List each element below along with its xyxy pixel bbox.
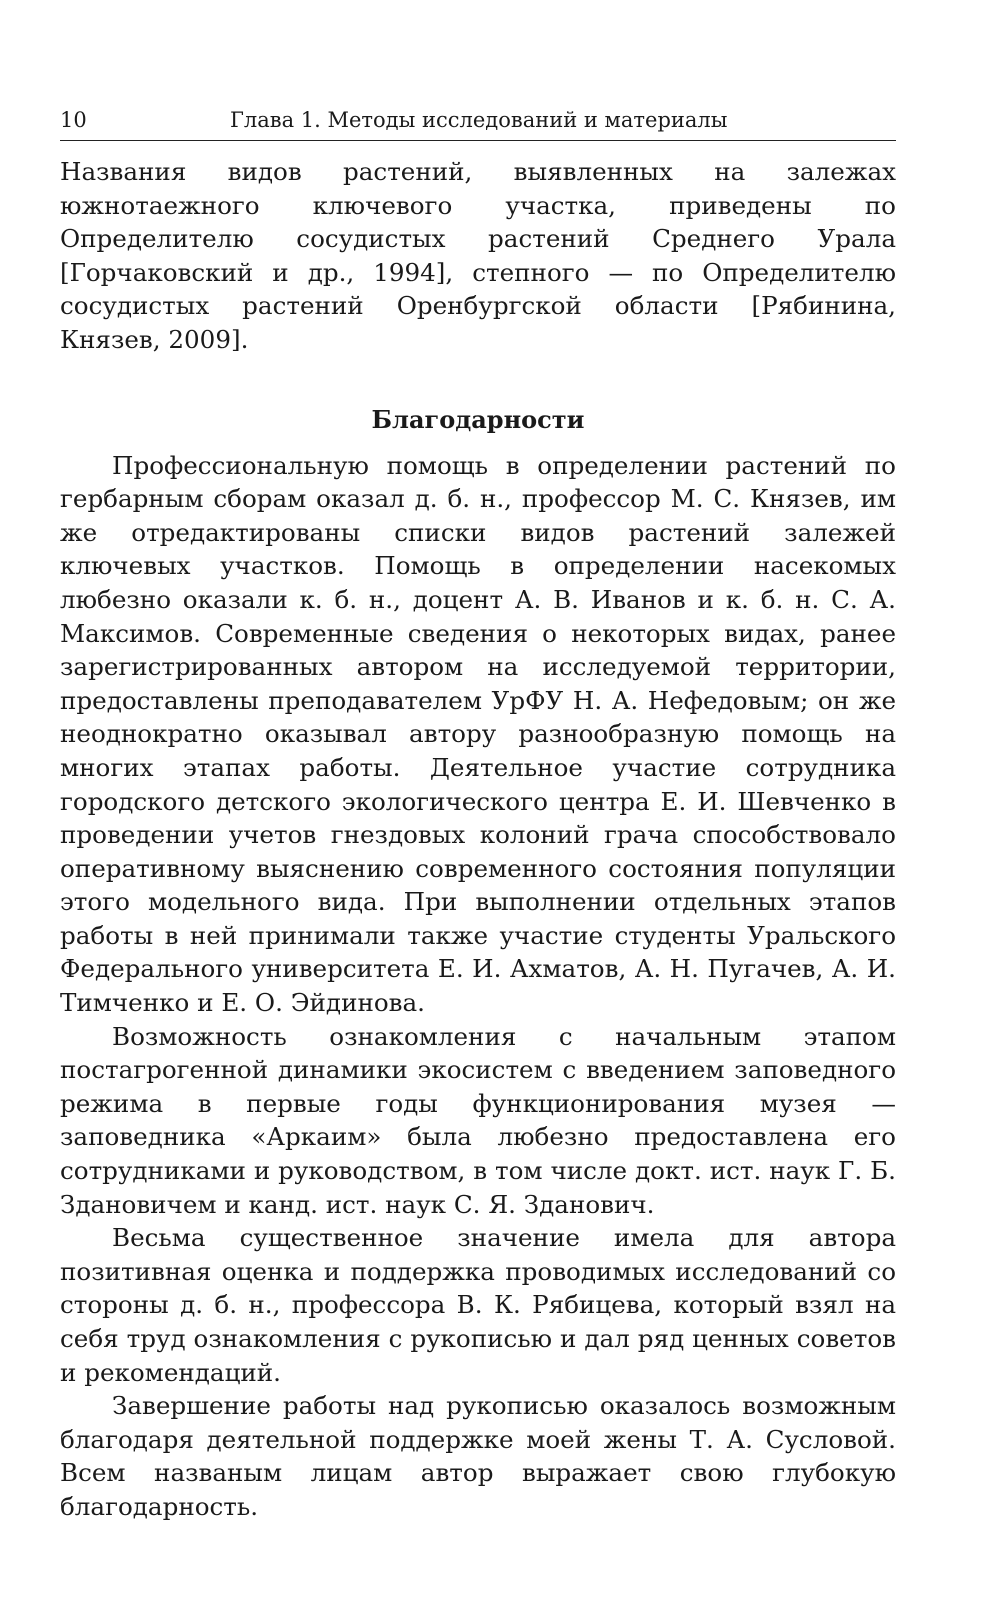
intro-paragraph: Названия видов растений, выявленных на залежах южнотаежного ключевого участка, приведены по Определителю сосудистых растений Среднего Урала [Горчаковский и др., 1994], степного — по Определителю сосудистых растений Оренбургской области [Рябинина, Князев, 2009].	[60, 157, 896, 354]
acknowledgements-paragraph-1: Профессиональную помощь в определении растений по гербарным сборам оказал д. б. н., профессор М. С. Князев, им же отредактированы списки видов растений залежей ключевых участков. Помощь в определении насекомых любезно оказали к. б. н., доцент А. В. Иванов и к. б. н. С. А. Максимов. Современные сведения о некоторых видах, ранее зарегистрированных автором на исследуемой территории, предоставлены преподавателем УрФУ Н. А. Нефедовым; он же неоднократно оказывал автору разнообразную помощь на многих этапах работы. Деятельное участие сотрудника городского детского экологического центра Е. И. Шевченко в проведении учетов гнездовых колоний грача способствовало оперативному выяснению современного состояния популяции этого модельного вида. При выполнении отдельных этапов работы в ней принимали также участие студенты Уральского Федерального университета Е. И. Ахматов, А. Н. Пугачев, А. И. Тимченко и Е. О. Эйдинова.	[60, 450, 896, 1018]
acknowledgements-paragraph-3: Весьма существенное значение имела для автора позитивная оценка и поддержка проводимых исследований со стороны д. б. н., профессора В. К. Рябицева, который взял на себя труд ознакомления с рукописью и дал ряд ценных советов и рекомендаций.	[60, 1223, 896, 1387]
section-heading-acknowledgements: Благодарности	[371, 404, 585, 434]
acknowledgements-paragraph-4: Завершение работы над рукописью оказалось возможным благодаря деятельной поддержке моей жены Т. А. Сусловой. Всем названым лицам автор выражает свою глубокую благодарность.	[60, 1391, 896, 1521]
running-head	[60, 100, 896, 141]
page-number: 10	[60, 108, 87, 132]
chapter-title: Глава 1. Методы исследований и материалы	[230, 108, 728, 132]
acknowledgements-paragraph-2: Возможность ознакомления с начальным этапом постагрогенной динамики экосистем с введением заповедного режима в первые годы функционирования музея — заповедника «Аркаим» была любезно предоставлена его сотрудниками и руководством, в том числе докт. ист. наук Г. Б. Здановичем и канд. ист. наук С. Я. Зданович.	[60, 1021, 896, 1219]
book-page	[60, 100, 896, 1524]
